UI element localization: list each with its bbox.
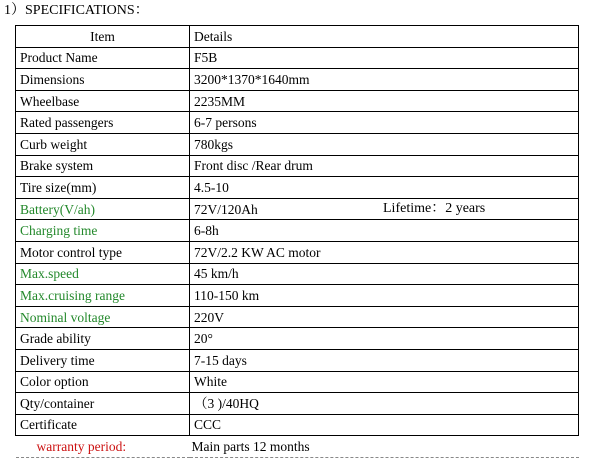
spec-value-cell (190, 198, 579, 220)
spec-label: Curb weight (16, 133, 190, 155)
spec-label: Wheelbase (16, 90, 190, 112)
spec-value: 72V/2.2 KW AC motor (190, 241, 579, 263)
table-header-row (16, 26, 579, 48)
table-row (16, 306, 579, 328)
spec-value: 780kgs (190, 133, 579, 155)
warranty-label: warranty period: (16, 436, 190, 458)
spec-value: 72V/120Ah (194, 201, 258, 217)
spec-value: 110-150 km (190, 285, 579, 307)
table-row (16, 47, 579, 69)
spec-label: Product Name (16, 47, 190, 69)
spec-value: CCC (190, 414, 579, 436)
spec-value: White (190, 371, 579, 393)
spec-value: 6-8h (190, 220, 579, 242)
spec-label-highlighted: Max.speed (16, 263, 190, 285)
table-row (16, 414, 579, 436)
spec-value: 45 km/h (190, 263, 579, 285)
spec-label: Tire size(mm) (16, 177, 190, 199)
table-row (16, 371, 579, 393)
spec-value: 6-7 persons (190, 112, 579, 134)
table-row (16, 155, 579, 177)
spec-value: 4.5-10 (190, 177, 579, 199)
table-row (16, 263, 579, 285)
spec-value: Front disc /Rear drum (190, 155, 579, 177)
table-row (16, 69, 579, 91)
table-row (16, 133, 579, 155)
spec-label-highlighted: Charging time (16, 220, 190, 242)
spec-label-highlighted: Nominal voltage (16, 306, 190, 328)
header-details: Details (190, 26, 579, 48)
spec-value: 3200*1370*1640mm (190, 69, 579, 91)
table-row (16, 349, 579, 371)
table-row (16, 241, 579, 263)
table-row (16, 112, 579, 134)
spec-value: 2235MM (190, 90, 579, 112)
spec-label: Delivery time (16, 349, 190, 371)
spec-label-highlighted: Battery(V/ah) (16, 198, 190, 220)
table-row (16, 393, 579, 415)
spec-label: Qty/container (16, 393, 190, 415)
spec-value: （3 )/40HQ (190, 393, 579, 415)
spec-value: F5B (190, 47, 579, 69)
page-title: 1）SPECIFICATIONS： (4, 3, 149, 18)
spec-label: Brake system (16, 155, 190, 177)
spec-label: Certificate (16, 414, 190, 436)
spec-label-highlighted: Max.cruising range (16, 285, 190, 307)
lifetime-note: Lifetime：2 years (383, 200, 486, 216)
table-row (16, 198, 579, 220)
spec-label: Color option (16, 371, 190, 393)
header-item: Item (16, 26, 190, 48)
table-row (16, 328, 579, 350)
table-row (16, 90, 579, 112)
spec-value: 7-15 days (190, 349, 579, 371)
table-row (16, 220, 579, 242)
warranty-row (16, 436, 579, 458)
spec-value: 220V (190, 306, 579, 328)
warranty-value: Main parts 12 months (190, 436, 579, 458)
spec-label: Rated passengers (16, 112, 190, 134)
spec-label: Grade ability (16, 328, 190, 350)
spec-label: Dimensions (16, 69, 190, 91)
spec-label: Motor control type (16, 241, 190, 263)
specifications-table (15, 25, 579, 458)
table-row (16, 177, 579, 199)
spec-value: 20° (190, 328, 579, 350)
table-row (16, 285, 579, 307)
